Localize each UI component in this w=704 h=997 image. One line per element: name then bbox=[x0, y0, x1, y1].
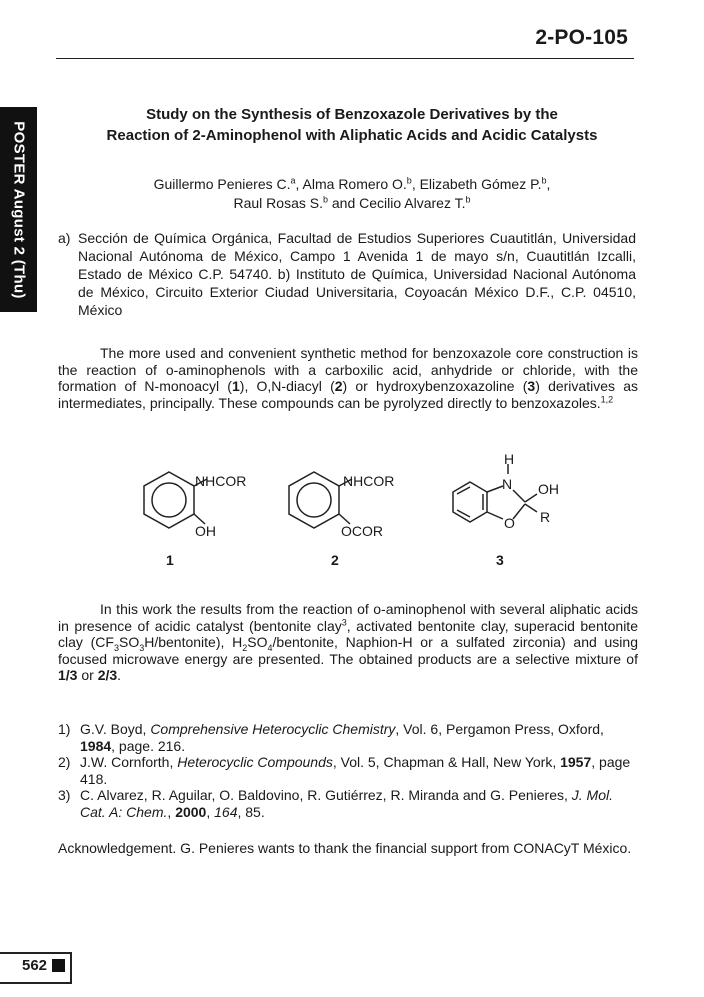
label-oh-3: OH bbox=[538, 481, 559, 497]
bond-c2-oh-3 bbox=[525, 494, 537, 502]
affiliation-label: a) bbox=[58, 230, 71, 246]
label-h-3: H bbox=[504, 451, 515, 467]
text-run: In this work the results from the reaction of o-aminophenol with several aliphatic acids in presence of acidic catalyst (bentonite clay bbox=[58, 601, 638, 634]
text-run: SO bbox=[118, 634, 140, 650]
reference-title: Comprehensive Heterocyclic Chemistry bbox=[150, 721, 396, 737]
affiliation-text: Sección de Química Orgánica, Facultad de Estudios Superiores Cuautitlán, Universidad Nacional Autónoma de México, Campo 1 Avenida 1 de mayo s/n, Cuautitlán Izcalli, Estado de México C.P. 54740. b) Instituto de Química, Universidad Nacional Autónoma de México, Circuito Exterior Ciudad Universitaria, Coyoacán México D.F., C.P. 04510, México bbox=[78, 230, 636, 318]
text-run: or bbox=[77, 667, 98, 683]
subscript: 2 bbox=[242, 642, 248, 653]
header-rule bbox=[56, 58, 634, 59]
label-r-3: R bbox=[540, 509, 551, 525]
authors-line-2 bbox=[80, 194, 624, 213]
label-n-3: N bbox=[502, 476, 513, 492]
reference-title: Heterocyclic Compounds bbox=[177, 754, 333, 770]
reference-number: 3) bbox=[58, 787, 71, 803]
bond-n-c2-3 bbox=[513, 490, 525, 502]
abstract-code: 2-PO-105 bbox=[535, 26, 628, 49]
paper-title bbox=[60, 104, 644, 146]
citation-sup: 1,2 bbox=[600, 393, 614, 404]
author-name: Guillermo Penieres C. bbox=[153, 176, 291, 192]
compound-ref: 1/3 bbox=[58, 667, 78, 683]
text-run: , page 418. bbox=[80, 754, 631, 787]
aromatic-circle-2 bbox=[297, 483, 331, 517]
text-run: ) or hydroxybenzoxazoline ( bbox=[342, 378, 528, 394]
acknowledgement: Acknowledgement. G. Penieres wants to thank the financial support from CONACyT México. bbox=[58, 840, 632, 856]
affiliations bbox=[58, 229, 636, 319]
subscript: 3 bbox=[113, 642, 119, 653]
text-run: , activated bentonite clay, superacid bentonite clay (CF bbox=[58, 617, 638, 650]
label-oh-1: OH bbox=[195, 523, 216, 539]
compound-ref: 2/3 bbox=[97, 667, 118, 683]
reference-item bbox=[58, 754, 638, 787]
bond-c-n-3 bbox=[487, 486, 503, 492]
text-run: , bbox=[167, 803, 176, 820]
references-list bbox=[58, 721, 638, 820]
reference-journal: J. Mol. Cat. A: Chem. bbox=[80, 787, 614, 820]
page-number: 562 bbox=[22, 957, 48, 974]
reference-number: 1) bbox=[58, 721, 71, 737]
side-tab-label: POSTER August 2 (Thu) bbox=[10, 120, 27, 299]
author-affil-sup: a bbox=[290, 175, 296, 186]
chemical-scheme bbox=[115, 446, 575, 576]
label-ocor-2: OCOR bbox=[341, 523, 383, 539]
compound-number-2: 2 bbox=[331, 552, 339, 568]
text-run: , Vol. 6, Pergamon Press, Oxford, bbox=[395, 721, 604, 737]
text-run: ) derivatives as intermediates, principally. These compounds can be pyrolyzed directly to benzoxazoles. bbox=[58, 378, 638, 411]
citation-sup: 3 bbox=[341, 616, 347, 627]
author-affil-sup: b bbox=[406, 175, 412, 186]
paragraph-work bbox=[58, 601, 638, 684]
compound-number-3: 3 bbox=[496, 552, 504, 568]
text-run: , 85. bbox=[237, 803, 265, 820]
author-affil-sup: b bbox=[322, 194, 328, 205]
text-run: The more used and convenient synthetic method for benzoxazole core construction is the reaction of o-aminophenols with a carboxilic acid, anhydride or chloride, with the formation of N-monoacyl ( bbox=[58, 345, 638, 394]
text-run: H/bentonite), H bbox=[144, 634, 243, 650]
label-nhcor-2: NHCOR bbox=[343, 473, 395, 489]
reference-volume: 164 bbox=[214, 803, 238, 820]
subscript: 4 bbox=[267, 642, 273, 653]
reference-year: 1984 bbox=[80, 737, 112, 754]
reference-authors: J.W. Cornforth, bbox=[80, 754, 178, 770]
authors bbox=[80, 175, 624, 213]
author-name: Raul Rosas S. bbox=[233, 195, 323, 211]
text-run: /bentonite, Naphion-H or a sulfated zirconia) and using focused microwave energy are presented. The obtained products are a selective mixture of bbox=[58, 634, 638, 667]
compound-ref: 2 bbox=[334, 378, 343, 394]
label-nhcor-1: NHCOR bbox=[195, 473, 247, 489]
aromatic-circle-1 bbox=[152, 483, 186, 517]
compound-ref: 3 bbox=[527, 378, 536, 394]
text-run: , Vol. 5, Chapman & Hall, New York, bbox=[332, 754, 561, 770]
author-sep: , bbox=[546, 176, 551, 192]
author-affil-sup: b bbox=[465, 194, 471, 205]
text-run: SO bbox=[247, 634, 268, 650]
page-square-icon bbox=[52, 959, 65, 972]
author-affil-sup: b bbox=[541, 175, 547, 186]
text-run: ), O,N-diacyl ( bbox=[239, 378, 335, 394]
reference-year: 1957 bbox=[560, 754, 592, 770]
author-name: , Elizabeth Gómez P. bbox=[411, 176, 542, 192]
author-name: and Cecilio Alvarez T. bbox=[328, 195, 466, 211]
reference-authors: G.V. Boyd, bbox=[80, 721, 151, 737]
author-name: , Alma Romero O. bbox=[295, 176, 407, 192]
text-run: , bbox=[206, 803, 215, 820]
title-line-2: Reaction of 2-Aminophenol with Aliphatic Acids and Acidic Catalysts bbox=[106, 127, 598, 144]
paragraph-intro bbox=[58, 345, 638, 411]
authors-line-1 bbox=[80, 175, 624, 194]
reference-authors: C. Alvarez, R. Aguilar, O. Baldovino, R. Gutiérrez, R. Miranda and G. Penieres, bbox=[80, 787, 572, 803]
reference-item bbox=[58, 721, 638, 754]
text-run: . bbox=[117, 667, 122, 683]
reference-number: 2) bbox=[58, 754, 71, 770]
reference-item bbox=[58, 787, 638, 820]
benzene-ring-3 bbox=[453, 482, 487, 522]
compound-ref: 1 bbox=[231, 378, 240, 394]
bond-c2-r-3 bbox=[525, 504, 537, 512]
text-run: , page. 216. bbox=[111, 737, 186, 754]
subscript: 3 bbox=[139, 642, 145, 653]
reference-year: 2000 bbox=[175, 803, 207, 820]
bond-c-o-3 bbox=[487, 512, 503, 519]
label-o-3: O bbox=[504, 515, 515, 531]
compound-number-1: 1 bbox=[166, 552, 174, 568]
side-tab bbox=[0, 107, 37, 312]
title-line-1: Study on the Synthesis of Benzoxazole Derivatives by the bbox=[146, 106, 558, 123]
